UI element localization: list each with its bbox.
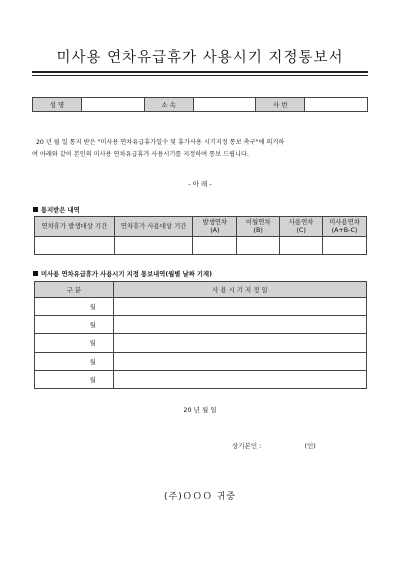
notice-line-2: 여 아래와 같이 본인의 미사용 연차유급휴가 사용시기를 지정하여 통보 드립니다. <box>32 151 249 158</box>
document-title: 미사용 연차유급휴가 사용시기 지정통보서 <box>56 50 344 66</box>
signature-label: 상기본인 : <box>232 442 262 450</box>
header-accrued-leave: 발생연차 (A) <box>193 217 237 237</box>
received-notice-table <box>34 216 367 255</box>
header-category: 구 분 <box>35 282 114 298</box>
designated-dates-cell[interactable] <box>113 298 366 316</box>
header-carried-leave: 이월연차 (B) <box>237 217 280 237</box>
accrual-period-cell[interactable] <box>35 237 115 255</box>
title-block <box>32 47 368 76</box>
employee-id-field[interactable] <box>305 98 368 112</box>
used-leave-cell[interactable] <box>280 237 323 255</box>
header-unused-leave: 미사용연차 (A+B-C) <box>323 217 367 237</box>
department-label: 소 속 <box>144 98 193 112</box>
name-field[interactable] <box>81 98 144 112</box>
section2-heading-text: 미사용 연차유급휴가 사용시기 지정 통보내역(월별 날짜 기재) <box>41 271 212 278</box>
header-used-leave: 사용연차 (C) <box>280 217 323 237</box>
section2-heading <box>33 269 212 278</box>
notice-line-1: 20 년 월 일 통지 받은 "미사용 연차유급휴가일수 및 휴가사용 시기지정 통보 촉구"에 의거하 <box>36 139 285 146</box>
department-field[interactable] <box>193 98 256 112</box>
notice-paragraph <box>32 137 366 161</box>
square-bullet-icon <box>33 271 38 276</box>
section1-heading-text: 통지받은 내역 <box>41 207 80 214</box>
employee-info-table <box>32 97 368 112</box>
header-designated-dates: 사 용 시 기 지 정 일 <box>113 282 366 298</box>
leave-schedule-table <box>34 281 367 389</box>
designated-dates-cell[interactable] <box>113 316 366 334</box>
section1-heading <box>33 205 80 214</box>
square-bullet-icon <box>33 207 38 212</box>
unused-leave-cell[interactable] <box>323 237 367 255</box>
usage-period-cell[interactable] <box>114 237 193 255</box>
recipient-company: (주)ＯＯＯ 귀중 <box>164 492 236 502</box>
header-accrual-period: 연차휴가 발생대상 기간 <box>35 217 115 237</box>
document-date: 20 년 월 일 <box>183 406 217 414</box>
designated-dates-cell[interactable] <box>113 334 366 352</box>
title-rule-thick <box>32 71 368 73</box>
month-cell: 월 <box>35 352 114 370</box>
title-rule-thin <box>32 75 368 76</box>
below-heading: - 아 래 - <box>188 180 212 188</box>
month-cell: 월 <box>35 334 114 352</box>
month-cell: 월 <box>35 316 114 334</box>
carried-leave-cell[interactable] <box>237 237 280 255</box>
month-cell: 월 <box>35 370 114 388</box>
month-cell: 월 <box>35 298 114 316</box>
signature-line <box>232 441 316 450</box>
designated-dates-cell[interactable] <box>113 370 366 388</box>
header-usage-period: 연차휴가 사용대상 기간 <box>114 217 193 237</box>
accrued-leave-cell[interactable] <box>193 237 237 255</box>
designated-dates-cell[interactable] <box>113 352 366 370</box>
employee-id-label: 사 번 <box>256 98 305 112</box>
seal-mark: (인) <box>304 442 316 450</box>
name-label: 성 명 <box>33 98 82 112</box>
